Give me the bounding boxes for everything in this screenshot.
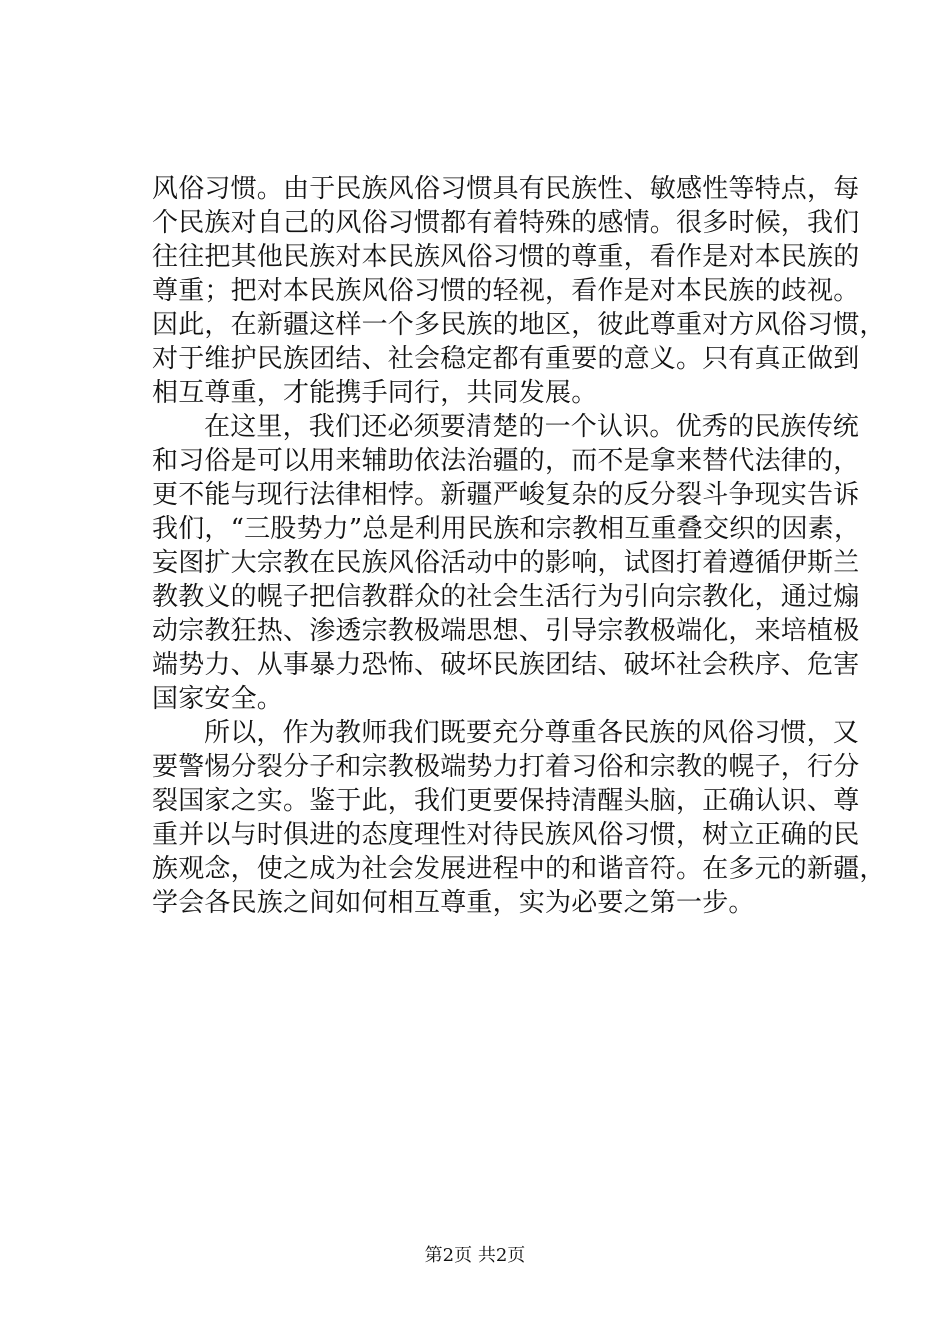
text-line: 裂国家之实。鉴于此，我们更要保持清醒头脑，正确认识、尊	[152, 786, 860, 816]
text-line: 相互尊重，才能携手同行，共同发展。	[152, 378, 598, 408]
document-body	[152, 172, 886, 920]
text-line: 动宗教狂热、渗透宗教极端思想、引导宗教极端化，来培植极	[152, 616, 860, 646]
text-line: 端势力、从事暴力恐怖、破坏民族团结、破坏社会秩序、危害	[152, 650, 860, 680]
text-line: 更不能与现行法律相悖。新疆严峻复杂的反分裂斗争现实告诉	[152, 480, 860, 510]
text-line: 对于维护民族团结、社会稳定都有重要的意义。只有真正做到	[152, 344, 860, 374]
paragraph-3	[152, 716, 886, 920]
text-line: 在这里，我们还必须要清楚的一个认识。优秀的民族传统	[204, 412, 860, 442]
text-line: 和习俗是可以用来辅助依法治疆的，而不是拿来替代法律的，	[152, 446, 860, 476]
text-line: 我们，“三股势力”总是利用民族和宗教相互重叠交织的因素，	[152, 514, 861, 544]
text-line: 要警惕分裂分子和宗教极端势力打着习俗和宗教的幌子，行分	[152, 752, 860, 782]
text-line: 所以，作为教师我们既要充分尊重各民族的风俗习惯，又	[204, 718, 860, 748]
text-line: 往往把其他民族对本民族风俗习惯的尊重，看作是对本民族的	[152, 242, 860, 272]
text-line: 教教义的幌子把信教群众的社会生活行为引向宗教化，通过煽	[152, 582, 860, 612]
text-line: 因此，在新疆这样一个多民族的地区，彼此尊重对方风俗习惯，	[152, 310, 886, 340]
text-line: 学会各民族之间如何相互尊重，实为必要之第一步。	[152, 888, 755, 918]
text-line: 个民族对自己的风俗习惯都有着特殊的感情。很多时候，我们	[152, 208, 860, 238]
text-line: 风俗习惯。由于民族风俗习惯具有民族性、敏感性等特点，每	[152, 174, 860, 204]
text-line: 族观念，使之成为社会发展进程中的和谐音符。在多元的新疆，	[152, 854, 886, 884]
text-line: 妄图扩大宗教在民族风俗活动中的影响，试图打着遵循伊斯兰	[152, 548, 860, 578]
page-number-footer: 第2页 共2页	[424, 1245, 526, 1266]
paragraph-2	[152, 410, 861, 716]
paragraph-1	[152, 172, 886, 410]
text-line: 国家安全。	[152, 684, 284, 714]
text-line: 重并以与时俱进的态度理性对待民族风俗习惯，树立正确的民	[152, 820, 860, 850]
text-line: 尊重；把对本民族风俗习惯的轻视，看作是对本民族的歧视。	[152, 276, 860, 306]
